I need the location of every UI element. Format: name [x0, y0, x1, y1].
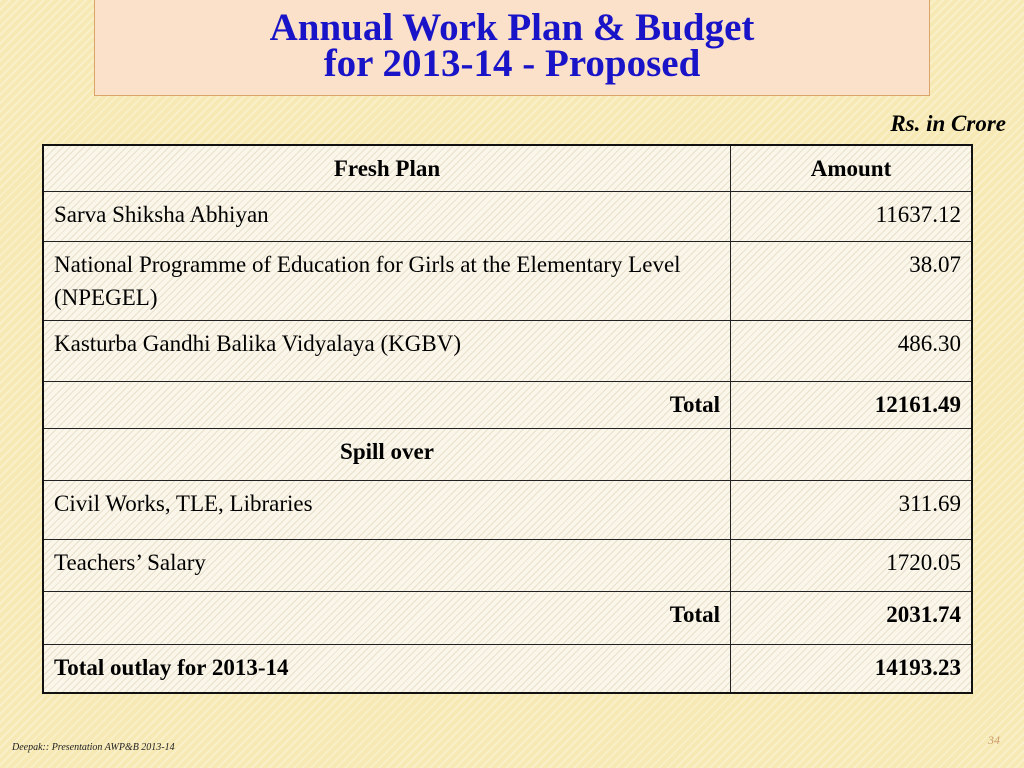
fresh-total-label: Total [43, 382, 731, 429]
table-row [43, 192, 972, 242]
grand-total-label: Total outlay for 2013-14 [43, 645, 731, 693]
row-amount: 311.69 [731, 481, 973, 540]
budget-table [42, 144, 973, 694]
table-row [43, 481, 972, 540]
fresh-total-row [43, 382, 972, 429]
title-box [94, 0, 930, 96]
row-item: Civil Works, TLE, Libraries [43, 481, 731, 540]
footer-credit: Deepak:: Presentation AWP&B 2013-14 [12, 742, 175, 753]
row-item: Teachers’ Salary [43, 540, 731, 592]
slide-title-line-2: for 2013-14 - Proposed [323, 42, 701, 85]
slide-title-line-1: Annual Work Plan & Budget [269, 6, 755, 49]
table-row [43, 242, 972, 321]
table-header-row [43, 145, 972, 192]
spill-over-heading-row [43, 429, 972, 481]
row-amount: 38.07 [731, 242, 973, 321]
fresh-total-amount: 12161.49 [731, 382, 973, 429]
header-fresh-plan: Fresh Plan [43, 145, 731, 192]
table-row [43, 540, 972, 592]
page-number: 34 [988, 733, 1000, 747]
row-item: Sarva Shiksha Abhiyan [43, 192, 731, 242]
row-item: National Programme of Education for Girls at the Elementary Level (NPEGEL) [43, 242, 731, 321]
spill-total-amount: 2031.74 [731, 592, 973, 645]
spill-total-label: Total [43, 592, 731, 645]
header-amount: Amount [731, 145, 973, 192]
spill-total-row [43, 592, 972, 645]
row-amount: 1720.05 [731, 540, 973, 592]
grand-total-amount: 14193.23 [731, 645, 973, 693]
grand-total-row [43, 645, 972, 693]
row-amount: 11637.12 [731, 192, 973, 242]
spill-over-empty-cell [731, 429, 973, 481]
row-item: Kasturba Gandhi Balika Vidyalaya (KGBV) [43, 321, 731, 382]
unit-note: Rs. in Crore [890, 111, 1006, 136]
spill-over-heading: Spill over [43, 429, 731, 481]
row-amount: 486.30 [731, 321, 973, 382]
table-row [43, 321, 972, 382]
